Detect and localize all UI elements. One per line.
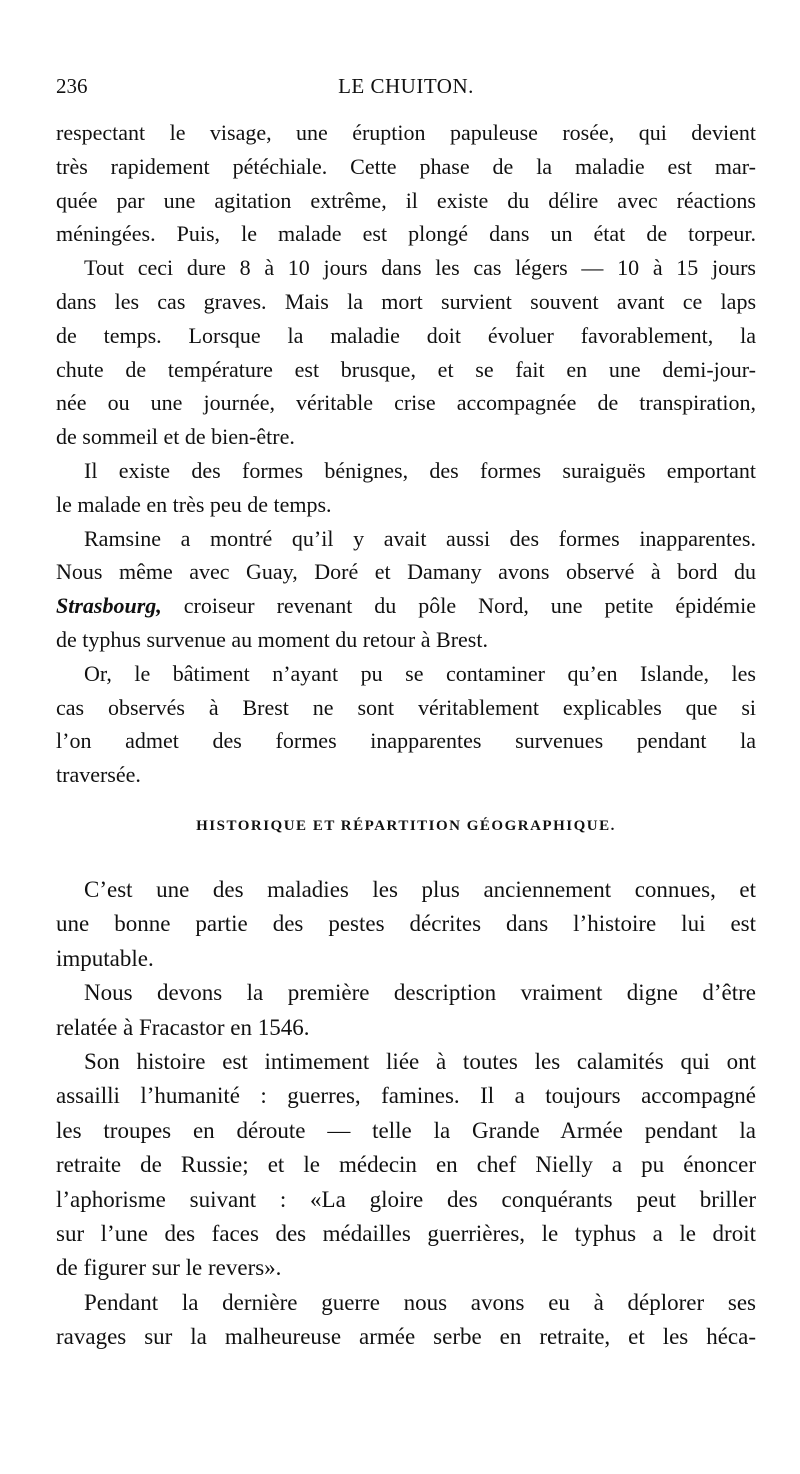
text-line: cas observés à Brest ne sont véritablement explicables que si xyxy=(56,694,756,720)
page-header xyxy=(56,74,756,104)
ship-name: Strasbourg, xyxy=(56,593,162,619)
text-block-history xyxy=(56,873,756,1354)
text-line: imputable. xyxy=(56,945,154,971)
text-line: née ou une journée, véritable crise accompagnée de transpiration, xyxy=(56,390,756,416)
text-line: de typhus survenue au moment du retour à Brest. xyxy=(56,626,488,652)
text-line: Ramsine a montré qu’il y avait aussi des formes inapparentes. xyxy=(84,525,756,551)
section-heading: HISTORIQUE ET RÉPARTITION GÉOGRAPHIQUE. xyxy=(196,818,616,834)
book-page xyxy=(56,0,756,1474)
text-line: le malade en très peu de temps. xyxy=(56,491,332,517)
text-block-symptoms xyxy=(56,116,756,792)
text-line: de temps. Lorsque la maladie doit évoluer favorablement, la xyxy=(56,322,756,348)
text-line: Tout ceci dure 8 à 10 jours dans les cas légers — 10 à 15 jours xyxy=(84,255,756,281)
text-line: retraite de Russie; et le médecin en chef Nielly a pu énoncer xyxy=(56,1152,756,1178)
text-line: Son histoire est intimement liée à toutes les calamités qui ont xyxy=(84,1048,756,1074)
text-line: les troupes en déroute — telle la Grande Armée pendant la xyxy=(56,1117,756,1143)
text-line: respectant le visage, une éruption papuleuse rosée, qui devient xyxy=(56,120,756,145)
text-line: l’aphorisme suivant : «La gloire des conquérants peut briller xyxy=(56,1186,756,1212)
text-line: dans les cas graves. Mais la mort survient souvent avant ce laps xyxy=(56,288,756,314)
text-line: chute de température est brusque, et se fait en une demi-jour- xyxy=(56,356,756,382)
running-title: LE CHUITON. xyxy=(338,74,474,98)
text-line: de figurer sur le revers». xyxy=(56,1255,282,1281)
text-line: de sommeil et de bien-être. xyxy=(56,424,295,450)
text-line-with-ship-name: Strasbourg, croiseur revenant du pôle Nord, une petite épidémie xyxy=(56,593,756,619)
text-line: relatée à Fracastor en 1546. xyxy=(56,1014,310,1040)
page-number: 236 xyxy=(56,74,88,98)
text-line: méningées. Puis, le malade est plongé dans un état de torpeur. xyxy=(56,221,756,247)
text-line: Il existe des formes bénignes, des formes suraiguës emportant xyxy=(84,457,756,483)
text-line: C’est une des maladies les plus anciennement connues, et xyxy=(84,877,756,902)
text-line: Nous même avec Guay, Doré et Damany avons observé à bord du xyxy=(56,559,756,585)
text-line: ravages sur la malheureuse armée serbe en retraite, et les héca- xyxy=(56,1324,756,1350)
text-line: une bonne partie des pestes décrites dans l’histoire lui est xyxy=(56,911,756,937)
text-line: Pendant la dernière guerre nous avons eu à déplorer ses xyxy=(84,1289,756,1315)
text-line: Nous devons la première description vraiment digne d’être xyxy=(84,980,756,1006)
text-line: Or, le bâtiment n’ayant pu se contaminer qu’en Islande, les xyxy=(84,660,756,686)
text-line: sur l’une des faces des médailles guerrières, le typhus a le droit xyxy=(56,1220,756,1246)
text-line: quée par une agitation extrême, il existe du délire avec réactions xyxy=(56,187,756,213)
text-line: très rapidement pétéchiale. Cette phase de la maladie est mar- xyxy=(56,153,756,179)
text-line: assailli l’humanité : guerres, famines. Il a toujours accompagné xyxy=(56,1083,756,1109)
text-line: l’on admet des formes inapparentes survenues pendant la xyxy=(56,728,756,754)
text-line: traversée. xyxy=(56,762,141,788)
